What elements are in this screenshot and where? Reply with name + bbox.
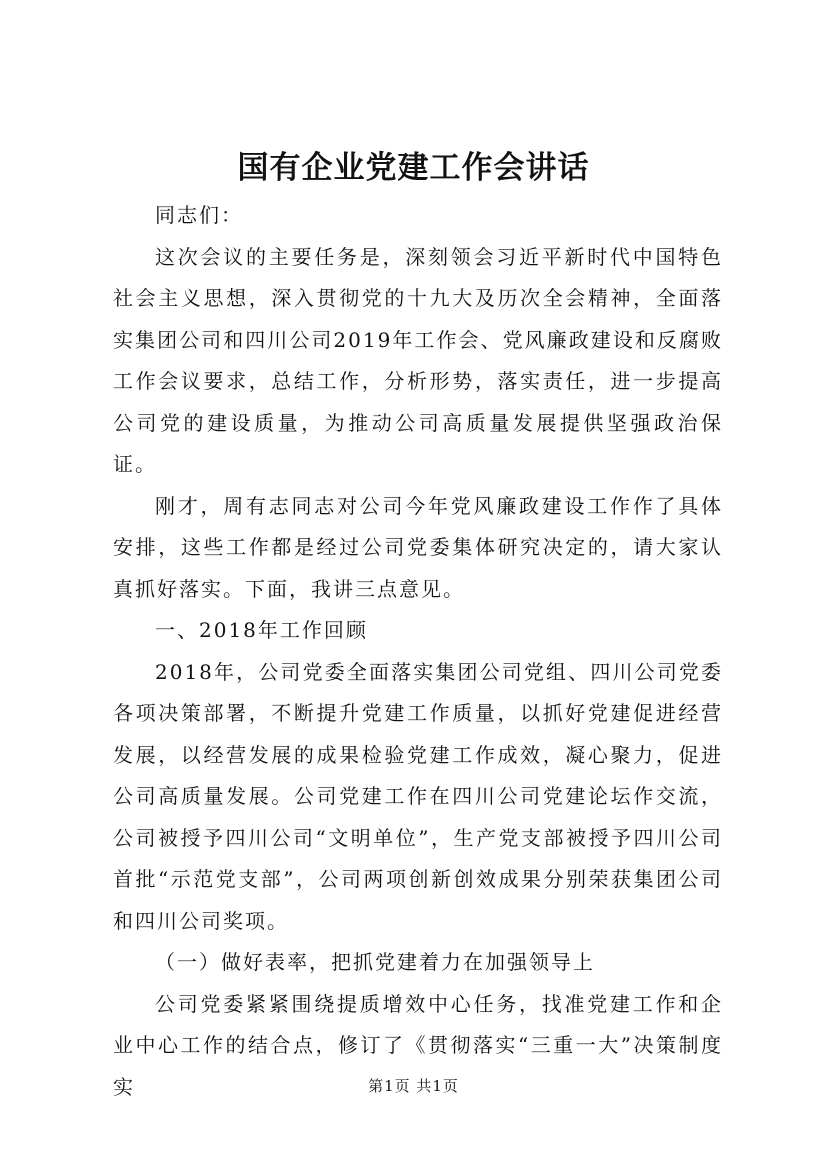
paragraph: 公司党委紧紧围绕提质增效中心任务，找准党建工作和企业中心工作的结合点，修订了《贯彻落实“三重一大”决策制度实 [113,991,723,1099]
section-heading: 一、2018年工作回顾 [155,618,368,642]
paragraph: 这次会议的主要任务是，深刻领会习近平新时代中国特色社会主义思想，深入贯彻党的十九大及历次全会精神，全面落实集团公司和四川公司2019年工作会、党风廉政建设和反腐败工作会议要求，总结工作，分析形势，落实责任，进一步提高公司党的建设质量，为推动公司高质量发展提供坚强政治保证。 [113,244,723,476]
paragraph: 2018年，公司党委全面落实集团公司党组、四川公司党委各项决策部署，不断提升党建工作质量，以抓好党建促进经营发展，以经营发展的成果检验党建工作成效，凝心聚力，促进公司高质量发展。公司党建工作在四川公司党建论坛作交流，公司被授予四川公司“文明单位”，生产党支部被授予四川公司首批“示范党支部”，公司两项创新创效成果分别荣获集团公司和四川公司奖项。 [113,659,723,933]
document-body [113,195,723,1108]
document-title: 国有企业党建工作会讲话 [237,150,590,186]
subsection-heading: （一）做好表率，把抓党建着力在加强领导上 [155,950,595,974]
page-number-footer: 第1页 共1页 [368,1077,459,1095]
salutation: 同志们： [155,203,243,227]
paragraph: 刚才，周有志同志对公司今年党风廉政建设工作作了具体安排，这些工作都是经过公司党委集体研究决定的，请大家认真抓好落实。下面，我讲三点意见。 [113,493,723,601]
